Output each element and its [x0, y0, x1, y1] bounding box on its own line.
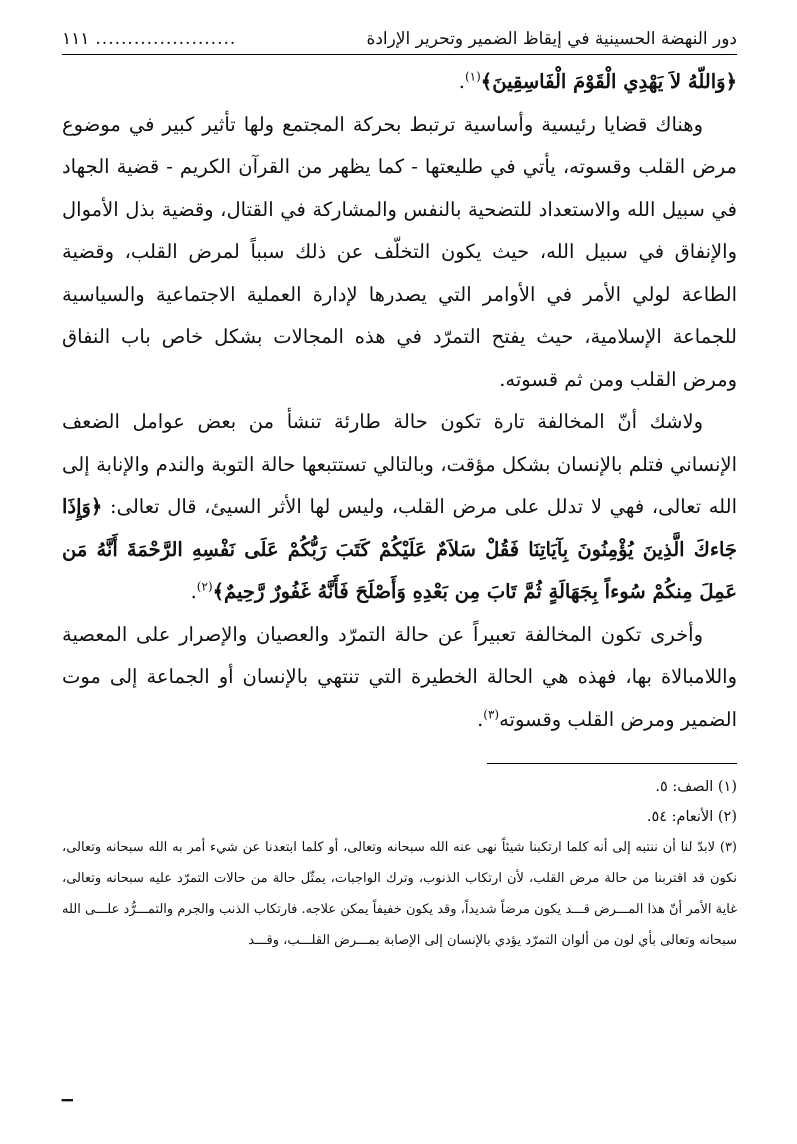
paragraph-2 [62, 401, 737, 614]
footnote-3: (٣) لابدّ لنا أن ننتبه إلى أنه كلما ارتكبنا شيئاً نهى عنه الله سبحانه وتعالى، أو كلما ابتعدنا عن شيء أمر به الله سبحانه وتعالى، نكون قد اقتربنا من حالة مرض القلب، لأن ارتكاب الذنوب، وترك الواجبات، يمثّل حالة من حالات التمرّد عليه سبحانه وتعالى، غاية الأمر أنّ هذا المـــرض قـــد يكون مرضاً شديداً، وقد يكون خفيفاً يمكن علاجه. فارتكاب الذنب والجرم والتمـــرُّد علـــى الله سبحانه وتعالى بأي لون من ألوان التمرّد يؤدي بالإنسان إلى الإصابة بمـــرض القلـــب، وقـــد [62, 840, 737, 948]
footnote-ref-3: (٣) [483, 707, 500, 721]
quran-verse: ﴿وَاللّهُ لاَ يَهْدِي الْقَوْمَ الْفَاسِقِينَ﴾ [480, 70, 737, 93]
sentence-end: . [458, 70, 465, 93]
paragraph-2-text: ولاشك أنّ المخالفة تارة تكون حالة طارئة تنشأ من بعض عوامل الضعف الإنساني فتلم بالإنسان بشكل مؤقت، وبالتالي تستتبعها حالة التوبة والندم والإنابة إلى الله تعالى، فهي لا تدلل على مرض القلب، وليس لها الأثر السيئ، قال تعالى: [62, 410, 737, 518]
opening-verse-line [62, 61, 737, 104]
paragraph-3 [62, 614, 737, 742]
header-dot-leader: ...................... [95, 29, 237, 49]
footnote-1: (١) الصف: ٥. [655, 779, 737, 795]
main-text [62, 61, 737, 741]
footnote-ref-2: (٢) [196, 579, 213, 594]
sentence-end: . [190, 580, 197, 603]
page-number: ١١١ [62, 29, 90, 49]
running-title: دور النهضة الحسينية في إيقاظ الضمير وتحرير الإرادة [366, 29, 737, 49]
footnote-ref-1: (١) [464, 69, 481, 84]
footnotes [62, 772, 737, 956]
quran-verse: ﴿وَإِذَا جَاءكَ الَّذِينَ يُؤْمِنُونَ بِآيَاتِنَا فَقُلْ سَلاَمٌ عَلَيْكُمْ كَتَبَ رَبُّكُمْ عَلَى نَفْسِهِ الرَّحْمَةَ أَنَّهُ مَن عَمِلَ مِنكُمْ سُوءاً بِجَهَالَةٍ ثُمَّ تَابَ مِن بَعْدِهِ وَأَصْلَحَ فَأَنَّهُ غَفُورٌ رَّحِيمٌ﴾ [62, 495, 737, 603]
continuation-mark: ــ [62, 1085, 73, 1106]
sentence-end: . [477, 707, 484, 731]
footnote-separator [487, 763, 737, 764]
book-page [62, 26, 737, 1124]
running-header [62, 26, 737, 55]
paragraph-1: وهناك قضايا رئيسية وأساسية ترتبط بحركة المجتمع ولها تأثير كبير في موضوع مرض القلب وقسوته، يأتي في طليعتها - كما يظهر من القرآن الكريم - قضية الجهاد في سبيل الله والاستعداد للتضحية بالنفس والمشاركة في القتال، وقضية بذل الأموال والإنفاق في سبيل الله، حيث يكون التخلّف عن ذلك سبباً لمرض القلب، وقضية الطاعة لولي الأمر في الأوامر التي يصدرها لإدارة العملية الاجتماعية والسياسية للجماعة الإسلامية، حيث يفتح التمرّد في هذه المجالات بشكل خاص باب النفاق ومرض القلب ومن ثم قسوته. [62, 112, 737, 391]
paragraph-3-text: وأخرى تكون المخالفة تعبيراً عن حالة التمرّد والعصيان والإصرار على المعصية واللامبالاة بها، فهذه هي الحالة الخطيرة التي تنتهي بالإنسان أو الجماعة إلى موت الضمير ومرض القلب وقسوته [62, 622, 737, 731]
footnote-2: (٢) الأنعام: ٥٤. [646, 809, 737, 825]
